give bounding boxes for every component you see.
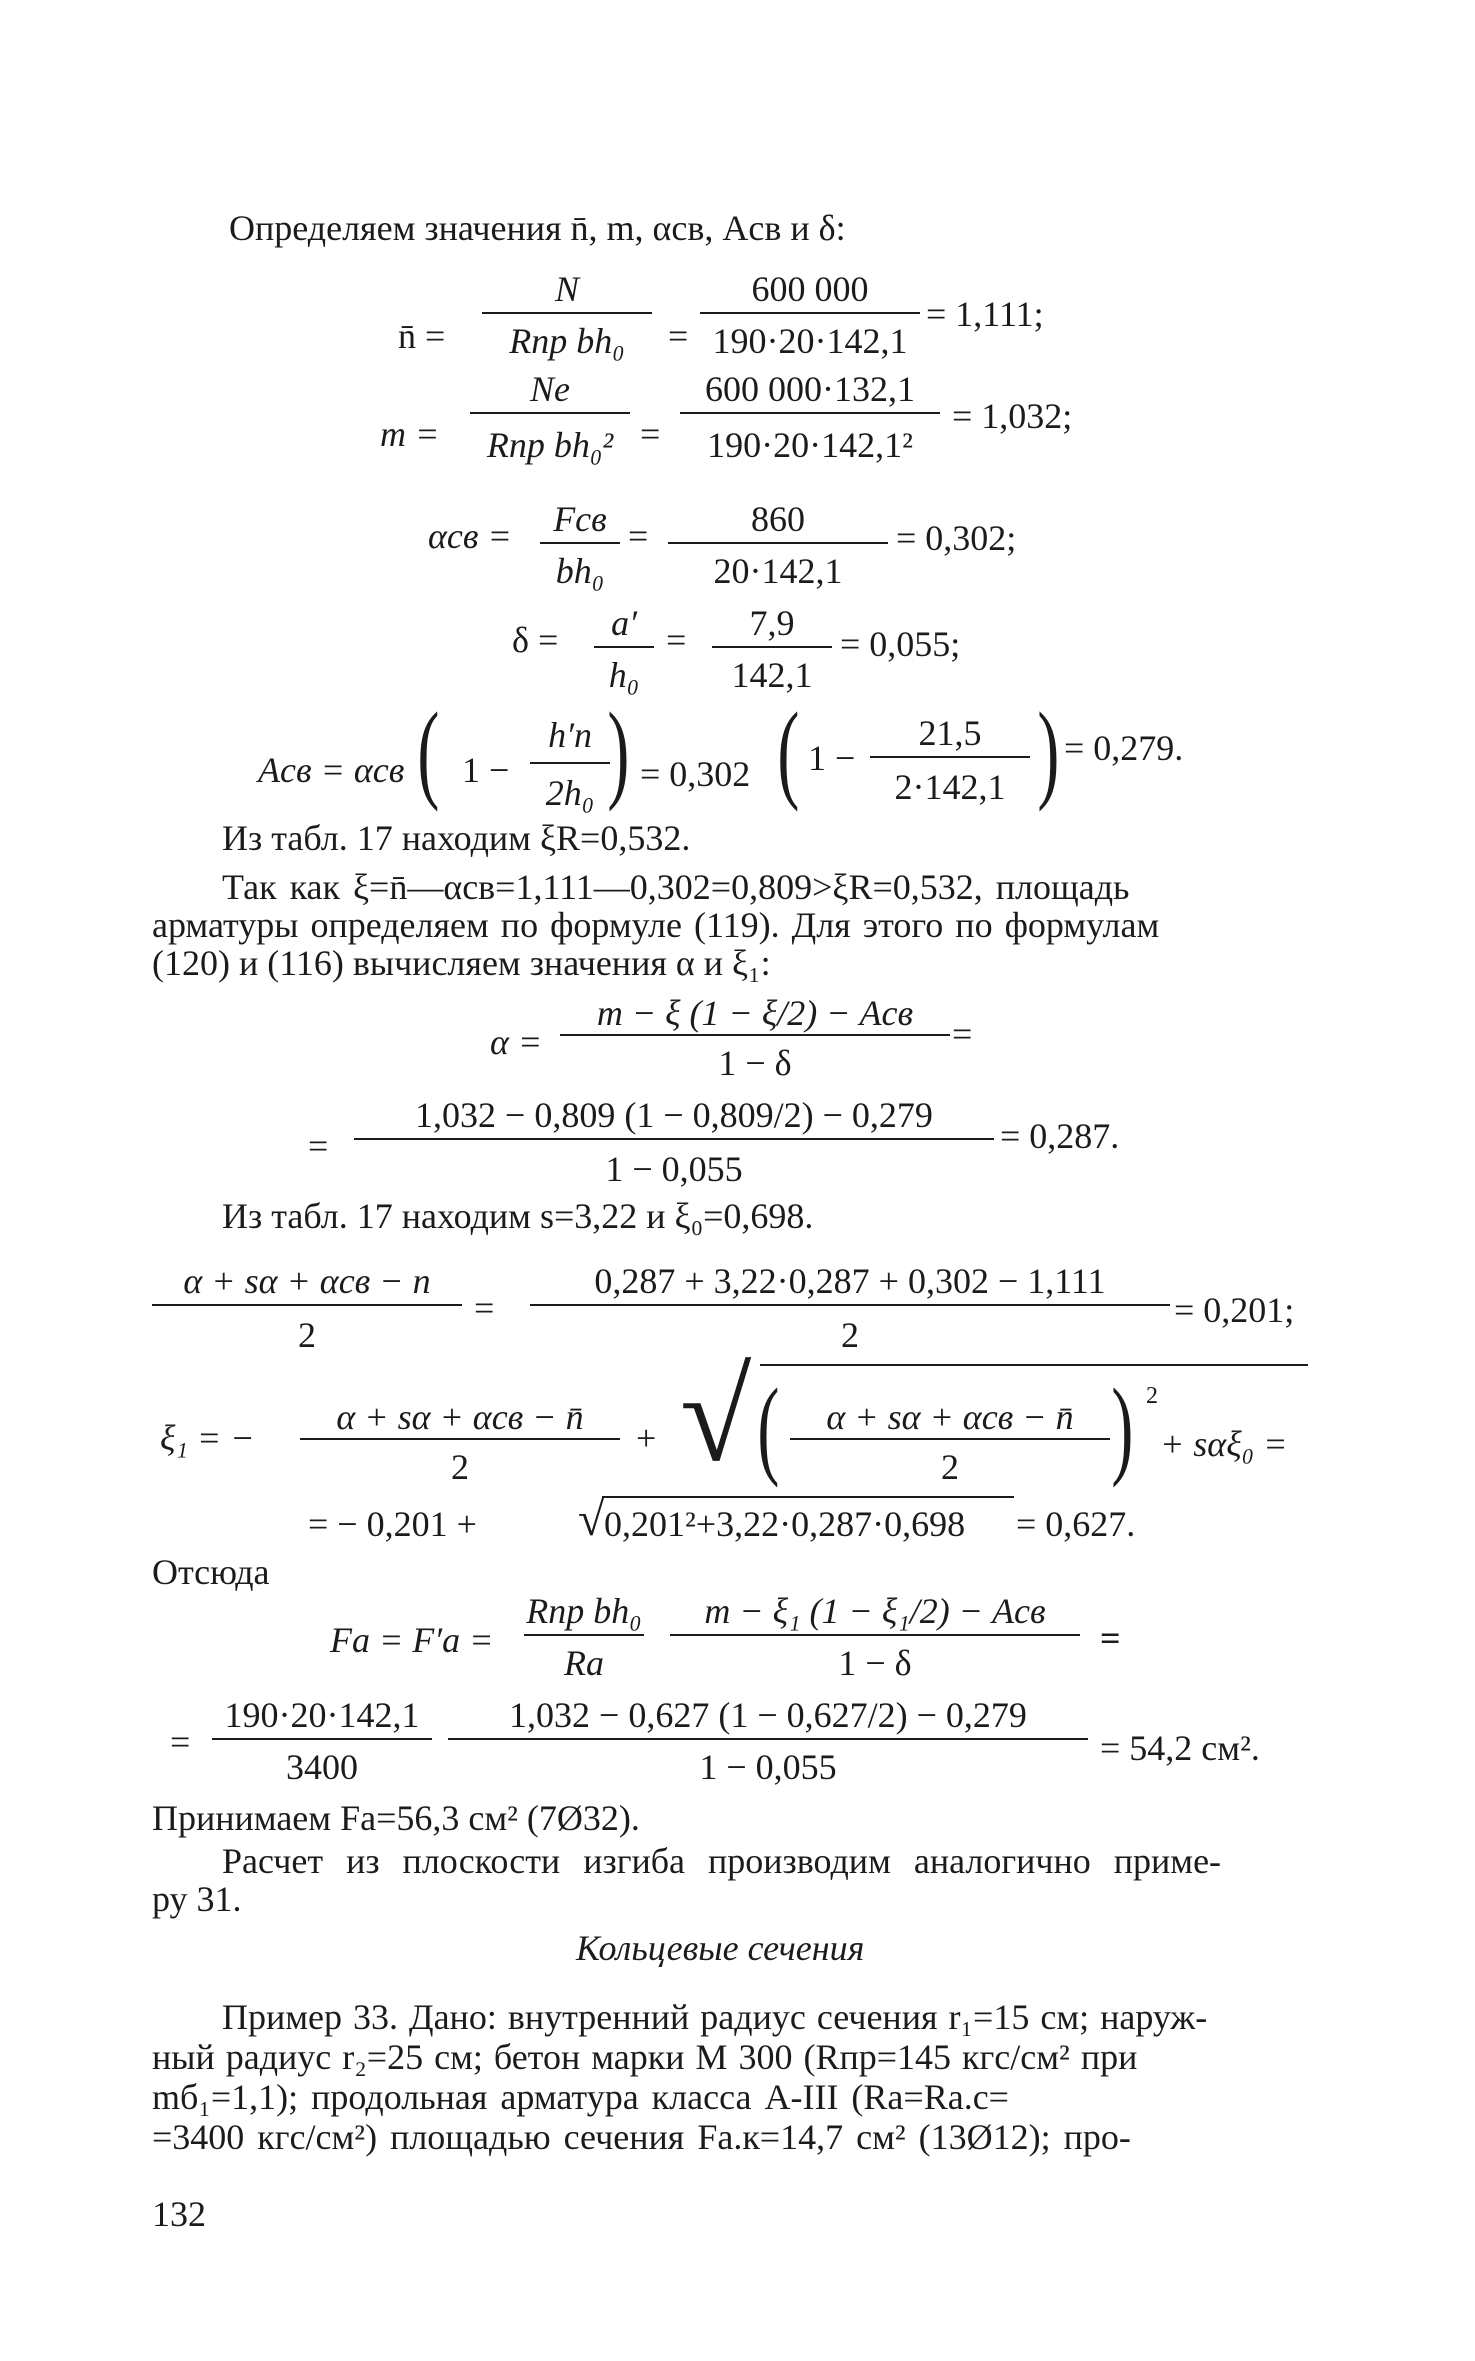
eq-xi1b-result: = 0,627. [1016,1504,1136,1544]
eq-A-lhs: Aсв = αсв [258,750,405,790]
intro-line: Определяем значения n̄, m, αсв, Aсв и δ: [229,208,846,248]
para2-line1: Расчет из плоскости изгиба производим аналогично приме- [222,1841,1222,1881]
eq-d-frac1: a′ h₀ [594,596,654,696]
eq-m-frac1: Ne Rпр bh₀² [470,362,630,472]
eq-alpha2-result: = 0,287. [1000,1116,1120,1156]
eq-d-lhs: δ = [512,620,559,660]
sqrt-overline [760,1364,1308,1366]
eq-xi1b-radicand: 0,201²+3,22·0,287·0,698 [604,1504,966,1544]
eq-A-frac1: h′п 2h₀ [530,700,610,820]
example-line1: Пример 33. Дано: внутренний радиус сечения r₁=15 см; наруж- [222,1997,1208,2037]
otsyuda: Отсюда [152,1552,270,1592]
eq-n-frac2: 600 000 190·20·142,1 [700,262,920,362]
eq-alpha-eq: = [952,1014,973,1054]
right-paren: ) [607,690,630,812]
eq-F-frac1: Rпр bh₀ Ra [524,1586,644,1686]
eq-a-lhs: αсв = [428,516,512,556]
eq-m-frac2: 600 000·132,1 190·20·142,1² [680,362,940,472]
left-paren: ( [757,1366,780,1488]
eq-F-lhs: Fa = F′a = [330,1620,494,1660]
eq-alpha2-pre: = [308,1126,329,1166]
eq-half-frac1: α + sα + αсв − n 2 [152,1256,462,1356]
left-paren: ( [777,690,800,812]
sqrt-sign: √ [680,1345,752,1489]
eq-d-result: = 0,055; [840,624,961,664]
eq-F2-frac1: 190·20·142,1 3400 [212,1690,432,1790]
eq-sign: = [640,414,661,454]
eq-A-mid: = 0,302 [640,754,751,794]
eq-sign: = [628,516,649,556]
eq-xi1-lhs: ξ₁ = − [160,1418,255,1458]
eq-alpha-frac: m − ξ (1 − ξ/2) − Aсв 1 − δ [560,988,950,1088]
eq-d-frac2: 7,9 142,1 [712,596,832,696]
page-number: 132 [152,2194,206,2234]
para2-line2: ру 31. [152,1879,242,1919]
eq-xi1b-pre: = − 0,201 + [308,1504,477,1544]
para1-line1: Так как ξ=n̄—αсв=1,111—0,302=0,809>ξR=0,532, площадь [222,867,1130,907]
eq-xi1-plus: + [636,1418,657,1458]
eq-F2-pre: = [170,1722,191,1762]
para1-line3: (120) и (116) вычисляем значения α и ξ₁: [152,943,771,983]
eq-half-eq: = [474,1288,495,1328]
right-paren: ) [1111,1366,1134,1488]
eq-m-lhs: m = [380,414,440,454]
eq-F-frac2: m − ξ₁ (1 − ξ₁/2) − Aсв 1 − δ [670,1586,1080,1686]
eq-xi1-tail: + sαξ₀ = [1160,1424,1288,1464]
eq-alpha2-frac: 1,032 − 0,809 (1 − 0,809/2) − 0,279 1 − 0,055 [354,1090,994,1190]
example-line2: ный радиус r₂=25 см; бетон марки М 300 (Rпр=145 кгс/см² при [152,2037,1138,2077]
eq-xi1-inner-frac: α + sα + αсв − n̄ 2 [790,1390,1110,1490]
eq-A-frac2: 21,5 2·142,1 [870,700,1030,810]
eq-half-frac2: 0,287 + 3,22·0,287 + 0,302 − 1,111 2 [530,1256,1170,1356]
para1-line2: арматуры определяем по формуле (119). Для этого по формулам [152,905,1160,945]
example-line3: mб₁=1,1); продольная арматура класса А-III (Ra=Ra.c= [152,2077,1009,2117]
eq-a-frac2: 860 20·142,1 [668,492,888,592]
eq-A-one2: 1 − [808,738,856,778]
eq-xi1-square: 2 [1146,1383,1158,1409]
eq-a-frac1: Fсв bh₀ [540,492,620,592]
eq-alpha-lhs: α = [490,1022,543,1062]
eq-n-lhs: n̄ = [398,316,446,356]
section-title: Кольцевые сечения [576,1928,865,1968]
eq-F2-frac2: 1,032 − 0,627 (1 − 0,627/2) − 0,279 1 − 0,055 [448,1690,1088,1790]
eq-half-result: = 0,201; [1174,1290,1295,1330]
eq-sign: = [668,316,689,356]
eq-F2-result: = 54,2 см². [1100,1728,1260,1768]
left-paren: ( [417,690,440,812]
right-paren: ) [1037,690,1060,812]
example-line4: =3400 кгс/см²) площадью сечения Fa.к=14,7 см² (13Ø12); про- [152,2117,1131,2157]
eq-sign: = [666,620,687,660]
eq-m-result: = 1,032; [952,396,1073,436]
eq-n-result: = 1,111; [926,294,1044,334]
eq-F-eq: = [1100,1618,1121,1658]
sqrt-overline-small [602,1496,1014,1498]
eq-a-result: = 0,302; [896,518,1017,558]
text-line-xiR: Из табл. 17 находим ξR=0,532. [222,818,691,858]
accept-line: Принимаем Fa=56,3 см² (7Ø32). [152,1798,640,1838]
text-line-s: Из табл. 17 находим s=3,22 и ξ₀=0,698. [222,1196,814,1236]
eq-xi1-frac: α + sα + αсв − n̄ 2 [300,1390,620,1490]
eq-A-result: = 0,279. [1064,728,1184,768]
sqrt-sign-small: √ [578,1493,605,1546]
eq-A-one: 1 − [462,750,510,790]
eq-n-frac1: N Rпр bh₀ [482,262,652,362]
